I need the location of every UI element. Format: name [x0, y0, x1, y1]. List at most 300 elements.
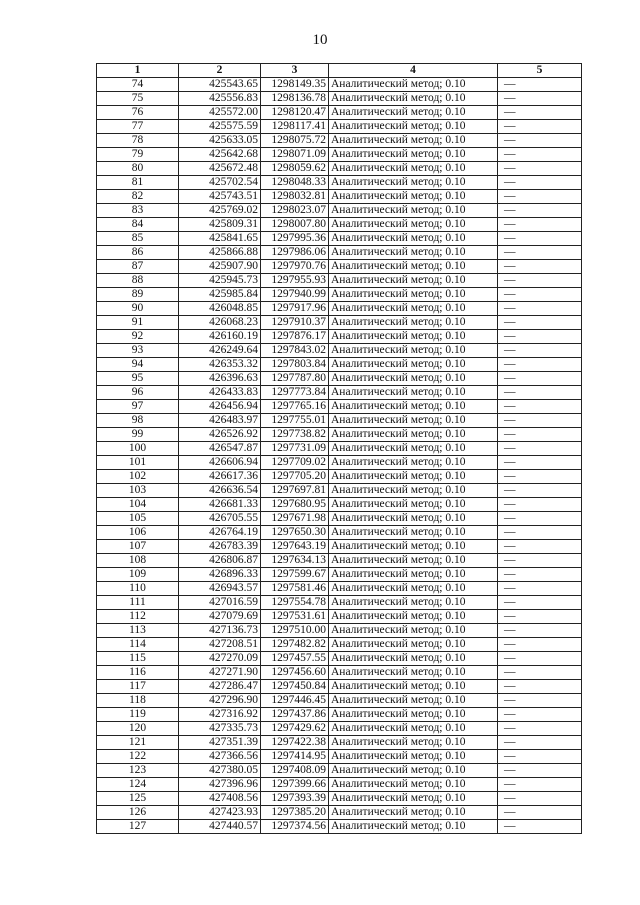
y-coordinate-cell: 1297456.60	[261, 666, 329, 680]
method-cell: Аналитический метод; 0.10	[329, 596, 498, 610]
x-coordinate-cell: 426783.39	[179, 540, 261, 554]
y-coordinate-cell: 1297446.45	[261, 694, 329, 708]
description-cell: —	[498, 190, 582, 204]
method-cell: Аналитический метод; 0.10	[329, 232, 498, 246]
y-coordinate-cell: 1298071.09	[261, 148, 329, 162]
point-number-cell: 121	[97, 736, 179, 750]
method-cell: Аналитический метод; 0.10	[329, 456, 498, 470]
point-number-cell: 76	[97, 106, 179, 120]
y-coordinate-cell: 1298136.78	[261, 92, 329, 106]
method-cell: Аналитический метод; 0.10	[329, 134, 498, 148]
description-cell: —	[498, 246, 582, 260]
point-number-cell: 103	[97, 484, 179, 498]
method-cell: Аналитический метод; 0.10	[329, 274, 498, 288]
description-cell: —	[498, 596, 582, 610]
y-coordinate-cell: 1297803.84	[261, 358, 329, 372]
y-coordinate-cell: 1297457.55	[261, 652, 329, 666]
description-cell: —	[498, 512, 582, 526]
table-body	[97, 78, 582, 834]
table-row	[97, 204, 582, 218]
point-number-cell: 83	[97, 204, 179, 218]
x-coordinate-cell: 426526.92	[179, 428, 261, 442]
method-cell: Аналитический метод; 0.10	[329, 610, 498, 624]
description-cell: —	[498, 736, 582, 750]
x-coordinate-cell: 427271.90	[179, 666, 261, 680]
x-coordinate-cell: 425633.05	[179, 134, 261, 148]
method-cell: Аналитический метод; 0.10	[329, 470, 498, 484]
description-cell: —	[498, 330, 582, 344]
x-coordinate-cell: 427380.05	[179, 764, 261, 778]
x-coordinate-cell: 426806.87	[179, 554, 261, 568]
method-cell: Аналитический метод; 0.10	[329, 792, 498, 806]
table-row	[97, 596, 582, 610]
point-number-cell: 109	[97, 568, 179, 582]
point-number-cell: 91	[97, 316, 179, 330]
column-header-2: 2	[179, 64, 261, 78]
point-number-cell: 92	[97, 330, 179, 344]
description-cell: —	[498, 316, 582, 330]
method-cell: Аналитический метод; 0.10	[329, 442, 498, 456]
description-cell: —	[498, 652, 582, 666]
method-cell: Аналитический метод; 0.10	[329, 386, 498, 400]
method-cell: Аналитический метод; 0.10	[329, 218, 498, 232]
method-cell: Аналитический метод; 0.10	[329, 652, 498, 666]
y-coordinate-cell: 1298032.81	[261, 190, 329, 204]
point-number-cell: 88	[97, 274, 179, 288]
table-row	[97, 218, 582, 232]
description-cell: —	[498, 288, 582, 302]
method-cell: Аналитический метод; 0.10	[329, 372, 498, 386]
x-coordinate-cell: 427136.73	[179, 624, 261, 638]
method-cell: Аналитический метод; 0.10	[329, 512, 498, 526]
x-coordinate-cell: 425743.51	[179, 190, 261, 204]
x-coordinate-cell: 425769.02	[179, 204, 261, 218]
method-cell: Аналитический метод; 0.10	[329, 302, 498, 316]
point-number-cell: 84	[97, 218, 179, 232]
y-coordinate-cell: 1297650.30	[261, 526, 329, 540]
method-cell: Аналитический метод; 0.10	[329, 666, 498, 680]
description-cell: —	[498, 820, 582, 834]
point-number-cell: 93	[97, 344, 179, 358]
method-cell: Аналитический метод; 0.10	[329, 540, 498, 554]
table-row	[97, 778, 582, 792]
y-coordinate-cell: 1297554.78	[261, 596, 329, 610]
method-cell: Аналитический метод; 0.10	[329, 694, 498, 708]
y-coordinate-cell: 1297437.86	[261, 708, 329, 722]
method-cell: Аналитический метод; 0.10	[329, 190, 498, 204]
table-row	[97, 316, 582, 330]
y-coordinate-cell: 1297970.76	[261, 260, 329, 274]
table-row	[97, 610, 582, 624]
description-cell: —	[498, 582, 582, 596]
table-row	[97, 148, 582, 162]
table-row	[97, 512, 582, 526]
x-coordinate-cell: 425809.31	[179, 218, 261, 232]
table-row	[97, 680, 582, 694]
method-cell: Аналитический метод; 0.10	[329, 582, 498, 596]
y-coordinate-cell: 1297399.66	[261, 778, 329, 792]
y-coordinate-cell: 1297755.01	[261, 414, 329, 428]
x-coordinate-cell: 427335.73	[179, 722, 261, 736]
point-number-cell: 89	[97, 288, 179, 302]
method-cell: Аналитический метод; 0.10	[329, 680, 498, 694]
method-cell: Аналитический метод; 0.10	[329, 624, 498, 638]
method-cell: Аналитический метод; 0.10	[329, 428, 498, 442]
y-coordinate-cell: 1297709.02	[261, 456, 329, 470]
page-number: 10	[312, 32, 328, 48]
description-cell: —	[498, 456, 582, 470]
point-number-cell: 98	[97, 414, 179, 428]
method-cell: Аналитический метод; 0.10	[329, 288, 498, 302]
point-number-cell: 104	[97, 498, 179, 512]
description-cell: —	[498, 484, 582, 498]
point-number-cell: 122	[97, 750, 179, 764]
table-row	[97, 442, 582, 456]
x-coordinate-cell: 425907.90	[179, 260, 261, 274]
x-coordinate-cell: 425642.68	[179, 148, 261, 162]
point-number-cell: 79	[97, 148, 179, 162]
description-cell: —	[498, 358, 582, 372]
method-cell: Аналитический метод; 0.10	[329, 358, 498, 372]
column-header-1: 1	[97, 64, 179, 78]
table-row	[97, 120, 582, 134]
method-cell: Аналитический метод; 0.10	[329, 764, 498, 778]
description-cell: —	[498, 260, 582, 274]
method-cell: Аналитический метод; 0.10	[329, 330, 498, 344]
y-coordinate-cell: 1297940.99	[261, 288, 329, 302]
point-number-cell: 124	[97, 778, 179, 792]
table-row	[97, 694, 582, 708]
description-cell: —	[498, 792, 582, 806]
point-number-cell: 127	[97, 820, 179, 834]
column-header-3: 3	[261, 64, 329, 78]
table-row	[97, 540, 582, 554]
point-number-cell: 95	[97, 372, 179, 386]
x-coordinate-cell: 427270.09	[179, 652, 261, 666]
description-cell: —	[498, 540, 582, 554]
x-coordinate-cell: 425556.83	[179, 92, 261, 106]
description-cell: —	[498, 442, 582, 456]
point-number-cell: 119	[97, 708, 179, 722]
method-cell: Аналитический метод; 0.10	[329, 176, 498, 190]
description-cell: —	[498, 148, 582, 162]
point-number-cell: 90	[97, 302, 179, 316]
table-row	[97, 274, 582, 288]
point-number-cell: 85	[97, 232, 179, 246]
table-row	[97, 708, 582, 722]
method-cell: Аналитический метод; 0.10	[329, 78, 498, 92]
description-cell: —	[498, 526, 582, 540]
x-coordinate-cell: 427016.59	[179, 596, 261, 610]
point-number-cell: 87	[97, 260, 179, 274]
point-number-cell: 101	[97, 456, 179, 470]
table-row	[97, 386, 582, 400]
table-row	[97, 232, 582, 246]
x-coordinate-cell: 427351.39	[179, 736, 261, 750]
y-coordinate-cell: 1297581.46	[261, 582, 329, 596]
x-coordinate-cell: 426160.19	[179, 330, 261, 344]
x-coordinate-cell: 425985.84	[179, 288, 261, 302]
y-coordinate-cell: 1297765.16	[261, 400, 329, 414]
table-row	[97, 638, 582, 652]
point-number-cell: 116	[97, 666, 179, 680]
description-cell: —	[498, 120, 582, 134]
x-coordinate-cell: 425841.65	[179, 232, 261, 246]
y-coordinate-cell: 1297393.39	[261, 792, 329, 806]
description-cell: —	[498, 624, 582, 638]
table-row	[97, 358, 582, 372]
point-number-cell: 115	[97, 652, 179, 666]
coordinates-table	[96, 63, 582, 834]
table-row	[97, 78, 582, 92]
x-coordinate-cell: 426353.32	[179, 358, 261, 372]
point-number-cell: 105	[97, 512, 179, 526]
x-coordinate-cell: 426636.54	[179, 484, 261, 498]
y-coordinate-cell: 1297955.93	[261, 274, 329, 288]
table-row	[97, 470, 582, 484]
y-coordinate-cell: 1297705.20	[261, 470, 329, 484]
table-row	[97, 246, 582, 260]
x-coordinate-cell: 425866.88	[179, 246, 261, 260]
point-number-cell: 97	[97, 400, 179, 414]
x-coordinate-cell: 426705.55	[179, 512, 261, 526]
method-cell: Аналитический метод; 0.10	[329, 554, 498, 568]
method-cell: Аналитический метод; 0.10	[329, 568, 498, 582]
description-cell: —	[498, 722, 582, 736]
description-cell: —	[498, 204, 582, 218]
x-coordinate-cell: 427440.57	[179, 820, 261, 834]
y-coordinate-cell: 1297995.36	[261, 232, 329, 246]
table-row	[97, 372, 582, 386]
coordinates-table-container	[96, 63, 582, 834]
method-cell: Аналитический метод; 0.10	[329, 106, 498, 120]
y-coordinate-cell: 1297917.96	[261, 302, 329, 316]
description-cell: —	[498, 568, 582, 582]
column-header-5: 5	[498, 64, 582, 78]
y-coordinate-cell: 1297787.80	[261, 372, 329, 386]
x-coordinate-cell: 426249.64	[179, 344, 261, 358]
y-coordinate-cell: 1297773.84	[261, 386, 329, 400]
point-number-cell: 86	[97, 246, 179, 260]
description-cell: —	[498, 218, 582, 232]
point-number-cell: 94	[97, 358, 179, 372]
x-coordinate-cell: 426681.33	[179, 498, 261, 512]
table-row	[97, 666, 582, 680]
y-coordinate-cell: 1298059.62	[261, 162, 329, 176]
description-cell: —	[498, 708, 582, 722]
x-coordinate-cell: 426547.87	[179, 442, 261, 456]
column-header-4: 4	[329, 64, 498, 78]
y-coordinate-cell: 1298007.80	[261, 218, 329, 232]
point-number-cell: 75	[97, 92, 179, 106]
x-coordinate-cell: 426048.85	[179, 302, 261, 316]
description-cell: —	[498, 302, 582, 316]
table-row	[97, 820, 582, 834]
table-row	[97, 134, 582, 148]
y-coordinate-cell: 1297408.09	[261, 764, 329, 778]
point-number-cell: 100	[97, 442, 179, 456]
table-row	[97, 554, 582, 568]
description-cell: —	[498, 428, 582, 442]
table-row	[97, 428, 582, 442]
method-cell: Аналитический метод; 0.10	[329, 484, 498, 498]
y-coordinate-cell: 1297422.38	[261, 736, 329, 750]
x-coordinate-cell: 425575.59	[179, 120, 261, 134]
y-coordinate-cell: 1297986.06	[261, 246, 329, 260]
method-cell: Аналитический метод; 0.10	[329, 260, 498, 274]
x-coordinate-cell: 425702.54	[179, 176, 261, 190]
point-number-cell: 114	[97, 638, 179, 652]
method-cell: Аналитический метод; 0.10	[329, 414, 498, 428]
x-coordinate-cell: 426896.33	[179, 568, 261, 582]
table-row	[97, 288, 582, 302]
description-cell: —	[498, 400, 582, 414]
description-cell: —	[498, 162, 582, 176]
x-coordinate-cell: 427286.47	[179, 680, 261, 694]
description-cell: —	[498, 106, 582, 120]
table-row	[97, 764, 582, 778]
x-coordinate-cell: 427079.69	[179, 610, 261, 624]
point-number-cell: 99	[97, 428, 179, 442]
description-cell: —	[498, 176, 582, 190]
point-number-cell: 112	[97, 610, 179, 624]
x-coordinate-cell: 426764.19	[179, 526, 261, 540]
y-coordinate-cell: 1297429.62	[261, 722, 329, 736]
point-number-cell: 126	[97, 806, 179, 820]
y-coordinate-cell: 1297599.67	[261, 568, 329, 582]
method-cell: Аналитический метод; 0.10	[329, 204, 498, 218]
x-coordinate-cell: 427296.90	[179, 694, 261, 708]
method-cell: Аналитический метод; 0.10	[329, 92, 498, 106]
y-coordinate-cell: 1297510.00	[261, 624, 329, 638]
y-coordinate-cell: 1297450.84	[261, 680, 329, 694]
table-row	[97, 568, 582, 582]
method-cell: Аналитический метод; 0.10	[329, 162, 498, 176]
table-row	[97, 190, 582, 204]
x-coordinate-cell: 425672.48	[179, 162, 261, 176]
point-number-cell: 78	[97, 134, 179, 148]
description-cell: —	[498, 610, 582, 624]
y-coordinate-cell: 1297482.82	[261, 638, 329, 652]
description-cell: —	[498, 680, 582, 694]
description-cell: —	[498, 372, 582, 386]
x-coordinate-cell: 427423.93	[179, 806, 261, 820]
point-number-cell: 74	[97, 78, 179, 92]
table-row	[97, 792, 582, 806]
point-number-cell: 82	[97, 190, 179, 204]
y-coordinate-cell: 1297738.82	[261, 428, 329, 442]
x-coordinate-cell: 425543.65	[179, 78, 261, 92]
method-cell: Аналитический метод; 0.10	[329, 722, 498, 736]
x-coordinate-cell: 426943.57	[179, 582, 261, 596]
method-cell: Аналитический метод; 0.10	[329, 316, 498, 330]
x-coordinate-cell: 426483.97	[179, 414, 261, 428]
method-cell: Аналитический метод; 0.10	[329, 120, 498, 134]
table-row	[97, 582, 582, 596]
method-cell: Аналитический метод; 0.10	[329, 246, 498, 260]
table-row	[97, 414, 582, 428]
y-coordinate-cell: 1298023.07	[261, 204, 329, 218]
x-coordinate-cell: 427396.96	[179, 778, 261, 792]
x-coordinate-cell: 426456.94	[179, 400, 261, 414]
y-coordinate-cell: 1298075.72	[261, 134, 329, 148]
table-row	[97, 106, 582, 120]
x-coordinate-cell: 426433.83	[179, 386, 261, 400]
y-coordinate-cell: 1297697.81	[261, 484, 329, 498]
y-coordinate-cell: 1297385.20	[261, 806, 329, 820]
method-cell: Аналитический метод; 0.10	[329, 148, 498, 162]
point-number-cell: 110	[97, 582, 179, 596]
description-cell: —	[498, 470, 582, 484]
x-coordinate-cell: 427366.56	[179, 750, 261, 764]
table-row	[97, 456, 582, 470]
point-number-cell: 81	[97, 176, 179, 190]
table-row	[97, 484, 582, 498]
x-coordinate-cell: 425945.73	[179, 274, 261, 288]
table-row	[97, 736, 582, 750]
description-cell: —	[498, 232, 582, 246]
table-row	[97, 260, 582, 274]
description-cell: —	[498, 554, 582, 568]
method-cell: Аналитический метод; 0.10	[329, 638, 498, 652]
method-cell: Аналитический метод; 0.10	[329, 708, 498, 722]
table-row	[97, 806, 582, 820]
y-coordinate-cell: 1297843.02	[261, 344, 329, 358]
method-cell: Аналитический метод; 0.10	[329, 806, 498, 820]
method-cell: Аналитический метод; 0.10	[329, 400, 498, 414]
description-cell: —	[498, 498, 582, 512]
point-number-cell: 118	[97, 694, 179, 708]
y-coordinate-cell: 1297374.56	[261, 820, 329, 834]
point-number-cell: 108	[97, 554, 179, 568]
table-row	[97, 722, 582, 736]
y-coordinate-cell: 1297671.98	[261, 512, 329, 526]
y-coordinate-cell: 1298149.35	[261, 78, 329, 92]
description-cell: —	[498, 750, 582, 764]
description-cell: —	[498, 344, 582, 358]
method-cell: Аналитический метод; 0.10	[329, 736, 498, 750]
table-row	[97, 624, 582, 638]
point-number-cell: 96	[97, 386, 179, 400]
x-coordinate-cell: 425572.00	[179, 106, 261, 120]
table-row	[97, 400, 582, 414]
method-cell: Аналитический метод; 0.10	[329, 750, 498, 764]
description-cell: —	[498, 386, 582, 400]
point-number-cell: 117	[97, 680, 179, 694]
x-coordinate-cell: 427208.51	[179, 638, 261, 652]
method-cell: Аналитический метод; 0.10	[329, 498, 498, 512]
table-row	[97, 330, 582, 344]
method-cell: Аналитический метод; 0.10	[329, 526, 498, 540]
description-cell: —	[498, 638, 582, 652]
point-number-cell: 123	[97, 764, 179, 778]
table-row	[97, 176, 582, 190]
method-cell: Аналитический метод; 0.10	[329, 778, 498, 792]
x-coordinate-cell: 426396.63	[179, 372, 261, 386]
y-coordinate-cell: 1297876.17	[261, 330, 329, 344]
table-header-row	[97, 64, 582, 78]
y-coordinate-cell: 1297634.13	[261, 554, 329, 568]
y-coordinate-cell: 1297680.95	[261, 498, 329, 512]
x-coordinate-cell: 427408.56	[179, 792, 261, 806]
y-coordinate-cell: 1297643.19	[261, 540, 329, 554]
x-coordinate-cell: 427316.92	[179, 708, 261, 722]
point-number-cell: 106	[97, 526, 179, 540]
point-number-cell: 107	[97, 540, 179, 554]
method-cell: Аналитический метод; 0.10	[329, 344, 498, 358]
point-number-cell: 80	[97, 162, 179, 176]
point-number-cell: 111	[97, 596, 179, 610]
